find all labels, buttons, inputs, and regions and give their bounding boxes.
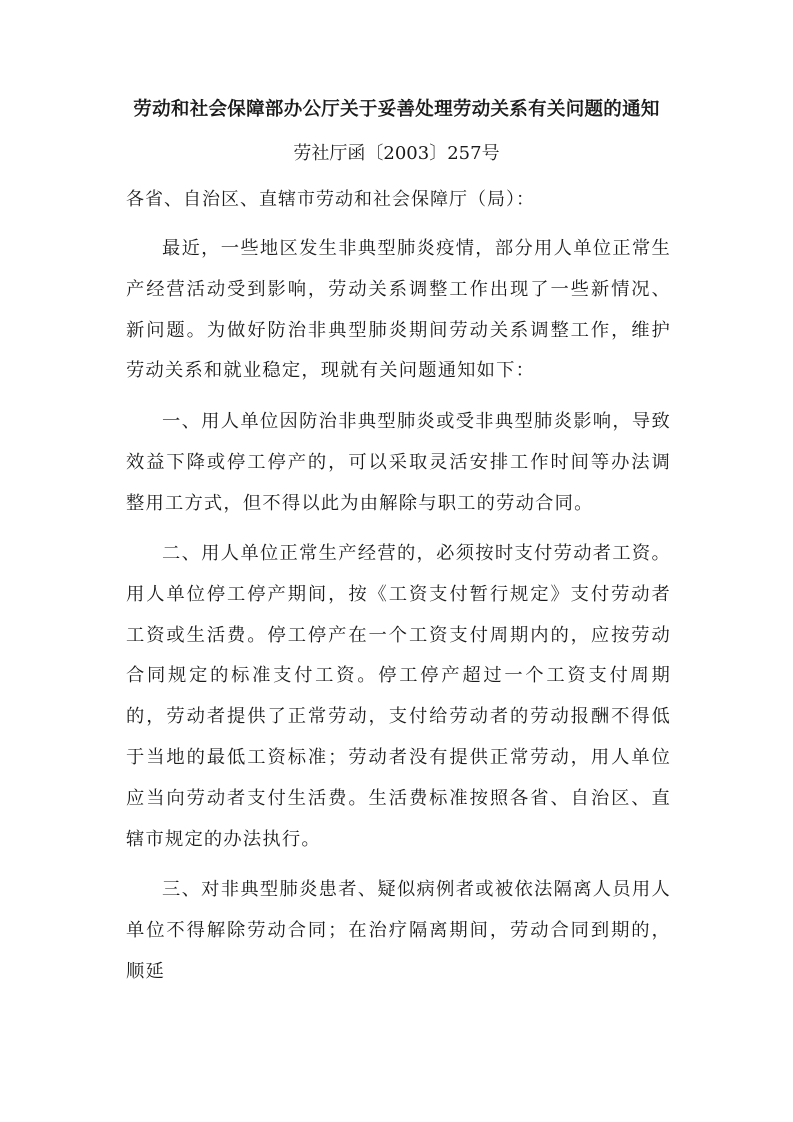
paragraph-item-1: 一、用人单位因防治非典型肺炎或受非典型肺炎影响，导致效益下降或停工停产的，可以采取灵活安排工作时间等办法调整用工方式，但不得以此为由解除与职工的劳动合同。 bbox=[126, 411, 671, 514]
document-number: 劳社厅函〔2003〕257号 bbox=[293, 143, 500, 164]
paragraph-item-2: 二、用人单位正常生产经营的，必须按时支付劳动者工资。用人单位停工停产期间，按《工资支付暂行规定》支付劳动者工资或生活费。停工停产在一个工资支付周期内的，应按劳动合同规定的标准支付工资。停工停产超过一个工资支付周期的，劳动者提供了正常劳动，支付给劳动者的劳动报酬不得低于当地的最低工资标准；劳动者没有提供正常劳动，用人单位应当向劳动者支付生活费。生活费标准按照各省、自治区、直辖市规定的办法执行。 bbox=[126, 543, 671, 850]
salutation: 各省、自治区、直辖市劳动和社会保障厅（局）： bbox=[126, 189, 535, 210]
document-title: 劳动和社会保障部办公厅关于妥善处理劳动关系有关问题的通知 bbox=[133, 99, 660, 120]
paragraph-item-3: 三、对非典型肺炎患者、疑似病例者或被依法隔离人员用人单位不得解除劳动合同；在治疗隔离期间，劳动合同到期的，顺延 bbox=[126, 879, 671, 982]
paragraph-intro: 最近，一些地区发生非典型肺炎疫情，部分用人单位正常生产经营活动受到影响，劳动关系调整工作出现了一些新情况、新问题。为做好防治非典型肺炎期间劳动关系调整工作，维护劳动关系和就业稳定，现就有关问题通知如下： bbox=[126, 238, 671, 382]
